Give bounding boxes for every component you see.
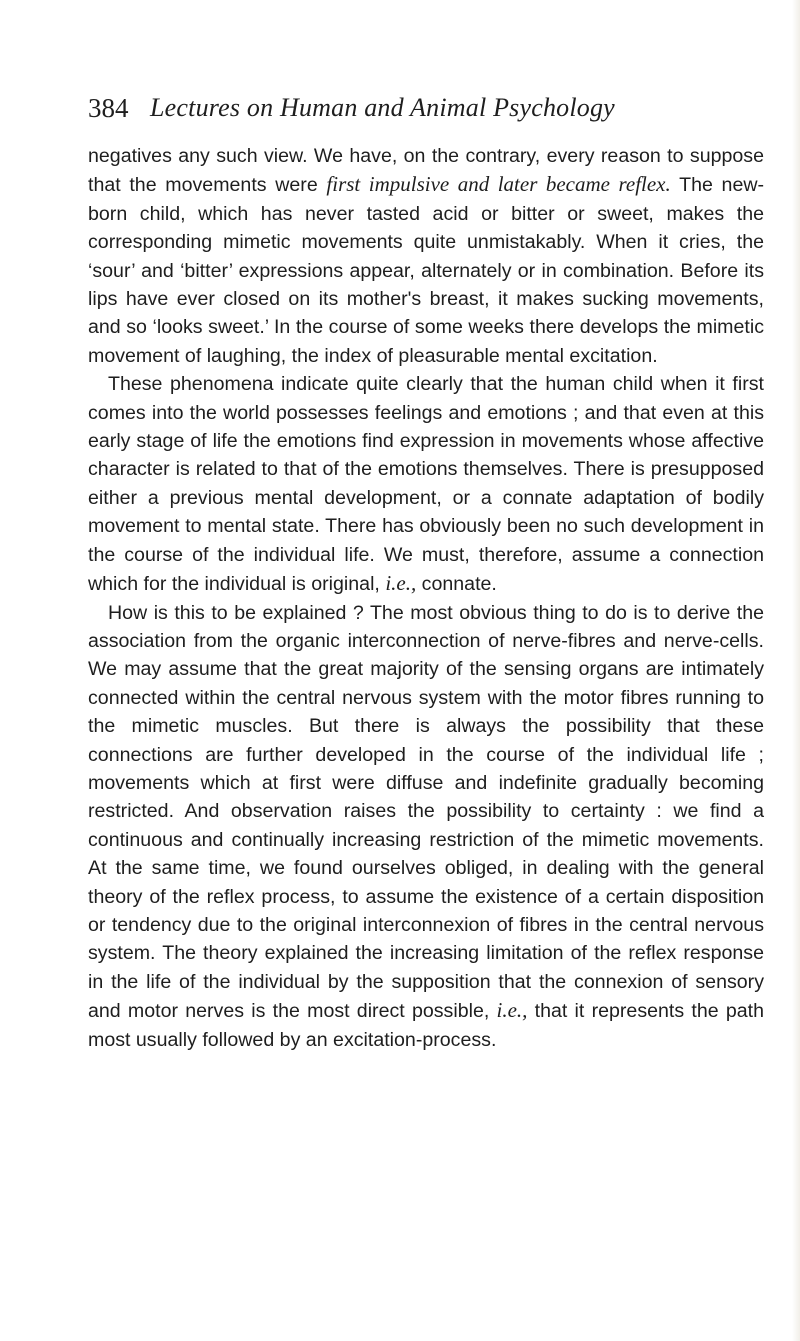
text-run: How is this to be explained ? The most obvious thing to do is to derive the association from the organic interconnection of nerve-fibres and nerve-cells. We may assume that the great majority of the sensing organs are intimately connected within the central nervous system with the motor fibres running to the mimetic muscles. But there is always the possibility that these connections are further developed in the course of the individual life ; movements which at first were diffuse and indefinite gradually becoming restricted. And observation raises the possibility to certainty : we find a continuous and continually increasing restriction of the mimetic movements. At the same time, we found ourselves obliged, in dealing with the general theory of the reflex process, to assume the existence of a certain disposition or tendency due to the original interconnexion of fibres in the central nervous system. The theory explained the increasing limitation of the reflex response in the life of the individual by the supposition that the connexion of sensory and motor nerves is the most direct possible, <box>88 601 764 1023</box>
italic-text-run: first impulsive and later became reflex. <box>326 172 671 197</box>
text-run: The new-born child, which has never tasted acid or bitter or sweet, makes the corresponding mimetic movements quite unmistakably. When it cries, the ‘sour’ and ‘bitter’ expressions appear, alternately or in combination. Before its lips have ever closed on its mother's breast, it makes sucking movements, and so ‘looks sweet.’ In the course of some weeks there develops the mimetic movement of laughing, the index of pleasurable mental excitation. <box>88 174 765 367</box>
paragraph-3 <box>88 599 764 1055</box>
text-run: connate. <box>416 573 497 596</box>
running-title: Lectures on Human and Animal Psychology <box>150 93 615 122</box>
body-text <box>88 142 764 1054</box>
text-run: that it represents the path most usually followed by an excitation-process. <box>88 1000 764 1051</box>
page-edge-shadow <box>792 0 800 1341</box>
page-header <box>88 88 760 128</box>
text-run: These phenomena indicate quite clearly that the human child when it first comes into the world possesses feelings and emotions ; and that even at this early stage of life the emotions find expression in movements whose affective character is related to that of the emotions themselves. There is presupposed either a previous mental development, or a connate adaptation of bodily movement to mental state. There has obviously been no such development in the course of the individual life. We must, therefore, assume a connection which for the individual is original, <box>88 373 764 596</box>
italic-text-run: i.e., <box>385 571 417 596</box>
paragraph-1 <box>88 142 764 370</box>
page-number: 384 <box>88 93 129 123</box>
paragraph-2 <box>88 370 764 598</box>
text-run: negatives any such view. We have, on the contrary, every reason to suppose that the movements were <box>88 145 764 197</box>
italic-text-run: i.e., <box>496 998 528 1023</box>
